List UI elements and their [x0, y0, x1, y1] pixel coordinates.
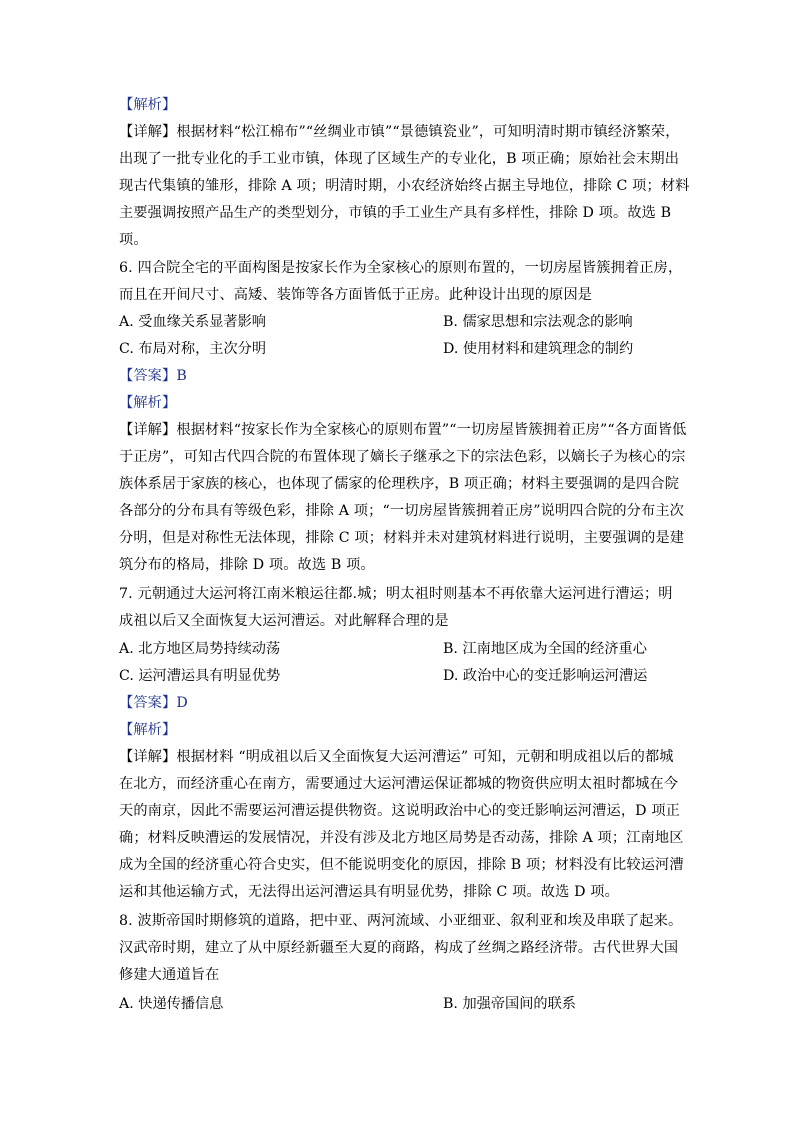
detail-line: 族体系居于家族的核心，也体现了儒家的伦理秩序，B 项正确；材料主要强调的是四合院	[119, 476, 680, 492]
detail-line: 主要强调按照产品生产的类型划分，市镇的手工业生产具有多样性，排除 D 项。故选 B	[119, 205, 672, 221]
analysis-heading: 【解析】	[119, 722, 177, 738]
option-b: B. 江南地区成为全国的经济重心	[443, 641, 647, 657]
detail-line: 【详解】根据材料“按家长作为全家核心的原则布置”“一切房屋皆簇拥着正房”“各方面皆低	[119, 422, 687, 438]
question-stem: 8. 波斯帝国时期修筑的道路，把中亚、两河流域、小亚细亚、叙利亚和埃及串联了起来。	[119, 913, 683, 929]
option-c: C. 运河漕运具有明显优势	[119, 668, 281, 684]
option-a: A. 受血缘关系显著影响	[119, 314, 266, 330]
option-b: B. 儒家思想和宗法观念的影响	[443, 314, 633, 330]
option-a: A. 北方地区局势持续动荡	[119, 641, 281, 657]
question-stem: 修建大通道旨在	[119, 967, 220, 983]
option-d: D. 政治中心的变迁影响运河漕运	[443, 668, 648, 684]
detail-line: 【详解】根据材料“松江棉布”“丝绸业市镇”“景德镇瓷业”，可知明清时期市镇经济繁荣，	[119, 124, 680, 140]
question-stem: 成祖以后又全面恢复大运河漕运。对此解释合理的是	[119, 613, 449, 629]
detail-line: 在北方，而经济重心在南方，需要通过大运河漕运保证都城的物资供应明太祖时都城在今	[119, 776, 679, 792]
detail-line: 筑分布的格局，排除 D 项。故选 B 项。	[119, 557, 375, 573]
question-stem: 6. 四合院全宅的平面构图是按家长作为全家核心的原则布置的，一切房屋皆簇拥着正房，	[119, 260, 683, 276]
detail-line: 各部分的分布具有等级色彩，排除 A 项；“一切房屋皆簇拥着正房”说明四合院的分布主次	[119, 503, 685, 519]
detail-line: 运和其他运输方式，无法得出运河漕运具有明显优势，排除 C 项。故选 D 项。	[119, 884, 619, 900]
question-stem: 7. 元朝通过大运河将江南米粮运往都.城；明太祖时则基本不再依靠大运河进行漕运；明	[119, 586, 673, 602]
analysis-heading: 【解析】	[119, 97, 177, 113]
option-a: A. 快递传播信息	[119, 996, 224, 1012]
question-stem: 汉武帝时期，建立了从中原经新疆至大夏的商路，构成了丝绸之路经济带。古代世界大国	[119, 940, 679, 956]
detail-line: 出现了一批专业化的手工业市镇，体现了区域生产的专业化，B 项正确；原始社会末期出	[119, 151, 680, 167]
detail-line: 确；材料反映漕运的发展情况，并没有涉及北方地区局势是否动荡，排除 A 项；江南地区	[119, 830, 684, 846]
detail-line: 现古代集镇的雏形，排除 A 项；明清时期，小农经济始终占据主导地位，排除 C 项；材料	[119, 178, 690, 194]
option-c: C. 布局对称，主次分明	[119, 341, 267, 357]
detail-line: 【详解】根据材料 “明成祖以后又全面恢复大运河漕运” 可知，元朝和明成祖以后的都城	[119, 749, 674, 765]
detail-line: 分明，但是对称性无法体现，排除 C 项；材料并未对建筑材料进行说明，主要强调的是建	[119, 530, 685, 546]
answer-label: 【答案】D	[119, 695, 188, 711]
detail-line: 天的南京，因此不需要运河漕运提供物资。这说明政治中心的变迁影响运河漕运，D 项正	[119, 803, 681, 819]
answer-label: 【答案】B	[119, 368, 187, 384]
detail-line: 成为全国的经济重心符合史实，但不能说明变化的原因，排除 B 项；材料没有比较运河漕	[119, 857, 684, 873]
detail-line: 于正房”，可知古代四合院的布置体现了嫡长子继承之下的宗法色彩，以嫡长子为核心的宗	[119, 449, 686, 465]
analysis-heading: 【解析】	[119, 395, 177, 411]
option-d: D. 使用材料和建筑理念的制约	[443, 341, 634, 357]
detail-line: 项。	[119, 232, 148, 248]
option-b: B. 加强帝国间的联系	[443, 996, 576, 1012]
question-stem: 而且在开间尺寸、高矮、装饰等各方面皆低于正房。此种设计出现的原因是	[119, 287, 593, 303]
